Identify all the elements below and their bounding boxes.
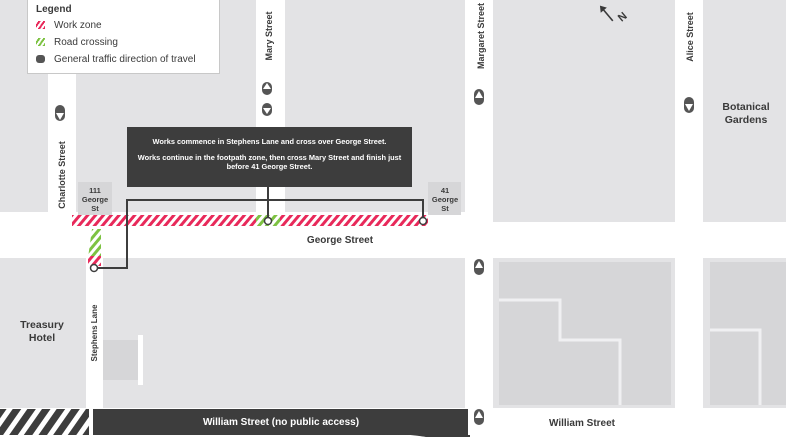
- block: [103, 258, 465, 408]
- botanical-gardens-label-line2: Gardens: [724, 114, 768, 126]
- traffic-direction-icon: [474, 89, 484, 105]
- start-point-icon: [91, 265, 98, 272]
- alice-street-label: Alice Street: [685, 12, 695, 62]
- lanes: [138, 335, 143, 385]
- traffic-direction-icon: [684, 97, 694, 113]
- crossing-point-icon: [265, 218, 272, 225]
- svg-text:George: George: [431, 195, 459, 204]
- work-zone-footpath: [72, 215, 428, 226]
- william-street-closed-label: William Street (no public access): [202, 417, 360, 428]
- traffic-direction-swatch-icon: [36, 55, 45, 63]
- stephens-lane-label: Stephens Lane: [90, 304, 99, 362]
- treasury-hotel-label-line2: Hotel: [28, 332, 56, 344]
- legend-title: Legend: [36, 4, 72, 15]
- legend-item-label: Road crossing: [54, 36, 118, 48]
- lane: [138, 335, 143, 385]
- end-point-icon: [420, 218, 427, 225]
- legend-item-road-crossing: [36, 36, 118, 48]
- legend-item-traffic-direction: [36, 53, 196, 65]
- william-street-label: William Street: [548, 418, 616, 429]
- legend-item-label: General traffic direction of travel: [54, 53, 196, 65]
- work-zone-swatch-icon: [36, 21, 45, 29]
- block: [493, 0, 675, 222]
- callout-line-2: Works continue in the footpath zone, then cross Mary Street and finish just before 41 George Street.: [137, 152, 402, 171]
- works-callout: [127, 127, 412, 187]
- svg-text:St: St: [441, 204, 449, 213]
- svg-text:41: 41: [440, 186, 450, 195]
- road-edge: [0, 437, 786, 444]
- north-label: N: [615, 10, 630, 25]
- building: [103, 340, 138, 380]
- legend-item-work-zone: [36, 19, 102, 31]
- address-111-george-st: [78, 182, 112, 215]
- botanical-gardens-label-line1: Botanical: [722, 101, 770, 113]
- svg-text:St: St: [91, 204, 99, 213]
- svg-text:111: 111: [89, 186, 101, 195]
- margaret-street-label: Margaret Street: [476, 2, 486, 70]
- closure-hatch: [0, 409, 89, 435]
- charlotte-street-label: Charlotte Street: [57, 141, 67, 209]
- building: [499, 262, 671, 405]
- mary-street-label: Mary Street: [264, 11, 274, 61]
- callout-line-1: Works commence in Stephens Lane and cross over George Street.: [152, 137, 387, 146]
- traffic-direction-icon: [55, 105, 65, 121]
- address-41-george-st: [428, 182, 461, 215]
- building: [710, 262, 786, 405]
- map-legend: [27, 0, 220, 74]
- road-crossing-swatch-icon: [36, 38, 45, 46]
- george-street-label: George Street: [306, 235, 374, 246]
- traffic-direction-icon: [474, 409, 484, 425]
- treasury-hotel-label-line1: Treasury: [20, 319, 64, 331]
- svg-text:George: George: [81, 195, 109, 204]
- traffic-direction-icon: [474, 259, 484, 275]
- legend-item-label: Work zone: [54, 19, 102, 31]
